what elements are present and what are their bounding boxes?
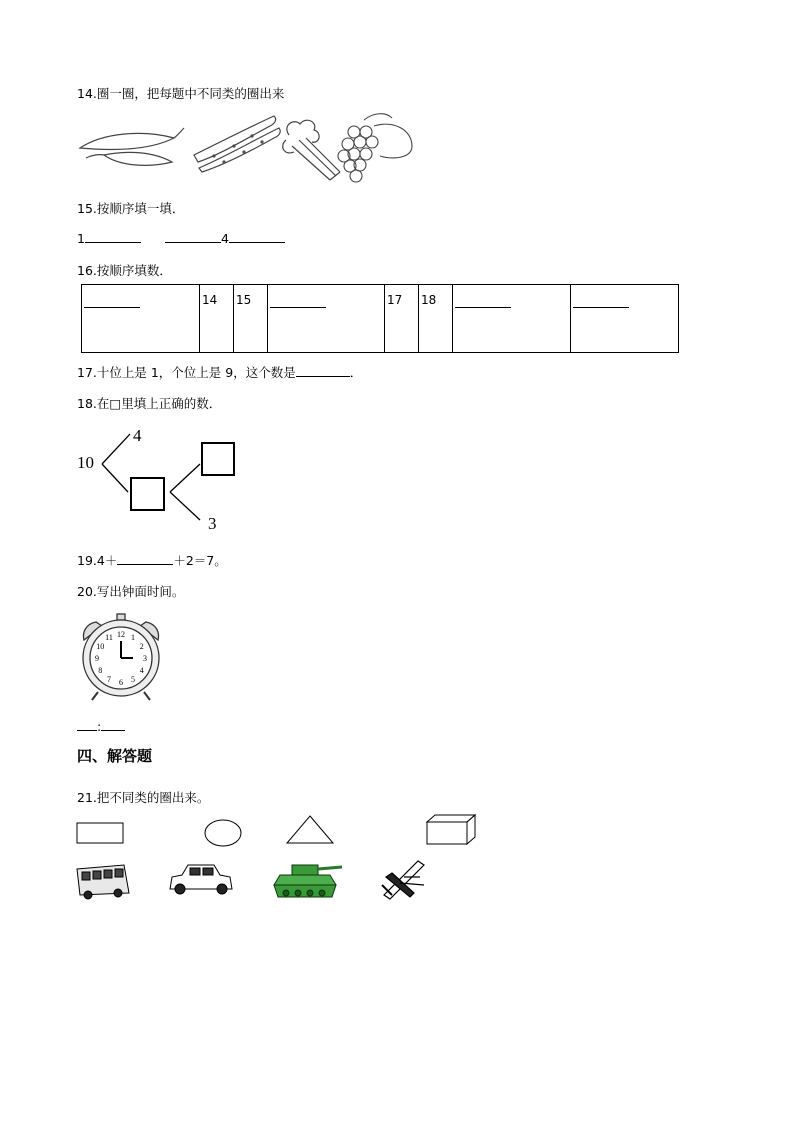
- bus-icon: [77, 865, 129, 899]
- alarm-clock-icon: [76, 610, 168, 702]
- sequence-table: [81, 284, 679, 353]
- question-18: 18.在□里填上正确的数．: [77, 396, 222, 411]
- q15-number-4: 4: [220, 231, 229, 246]
- time-answer: [77, 718, 125, 734]
- grapes-icon: [338, 114, 412, 182]
- clock-number: 6: [119, 678, 123, 687]
- time-colon: :: [97, 719, 102, 734]
- minute-blank[interactable]: [101, 718, 125, 731]
- airplane-icon: [382, 861, 424, 899]
- vegetables-image: [74, 110, 419, 186]
- hour-blank[interactable]: [77, 718, 97, 731]
- car-icon: [170, 865, 232, 894]
- rectangle-icon: [77, 823, 123, 843]
- answer-box-2: [202, 443, 234, 475]
- question-17: [77, 363, 362, 381]
- seq-cell-blank[interactable]: [82, 285, 200, 353]
- q17-text: 17.十位上是 1，个位上是 9，这个数是: [77, 365, 296, 380]
- vehicles-row: [74, 855, 434, 911]
- table-row: [82, 285, 679, 353]
- question-15: 15.按顺序填一填．: [77, 201, 185, 216]
- seq-cell-blank[interactable]: [268, 285, 385, 353]
- tank-icon: [274, 865, 342, 897]
- triangle-icon: [287, 816, 333, 843]
- q15-sequence: [77, 230, 285, 246]
- seq-cell: 14: [200, 285, 234, 353]
- pepper-icon: [80, 128, 184, 165]
- clock-number: 7: [107, 674, 111, 684]
- clock-number: 12: [117, 630, 125, 639]
- decompose-bottom: 3: [208, 514, 217, 533]
- seq-cell-blank[interactable]: [571, 285, 679, 353]
- seq-cell: 18: [419, 285, 453, 353]
- decomposition-diagram: [96, 428, 246, 528]
- clock-number: 3: [143, 654, 147, 663]
- cuboid-icon: [427, 815, 475, 844]
- question-21: 21.把不同类的圈出来。: [77, 790, 210, 805]
- q17-blank[interactable]: [296, 364, 350, 377]
- celery-icon: [283, 120, 340, 180]
- question-20: 20.写出钟面时间。: [77, 584, 185, 599]
- seq-cell-blank[interactable]: [453, 285, 571, 353]
- seq-cell: 15: [234, 285, 268, 353]
- decompose-top: 4: [133, 426, 142, 445]
- cucumber-icon: [194, 116, 280, 172]
- shapes-row: [76, 812, 478, 850]
- answer-box-1: [131, 478, 164, 510]
- clock-number: 5: [131, 674, 135, 684]
- decompose-total: 10: [77, 453, 94, 472]
- clock-number: 4: [139, 666, 144, 675]
- seq-cell: 17: [385, 285, 419, 353]
- q19-suffix: ＋2＝7。: [173, 553, 227, 568]
- q19-blank[interactable]: [117, 552, 173, 565]
- question-16: 16.按顺序填数．: [77, 263, 172, 278]
- q15-blank-1[interactable]: [85, 230, 141, 243]
- section-heading: 四、解答题: [77, 747, 153, 765]
- question-14: 14.圈一圈，把每题中不同类的圈出来: [77, 86, 285, 101]
- q15-blank-2[interactable]: [165, 230, 221, 243]
- clock-number: 1: [131, 633, 135, 643]
- clock-number: 2: [139, 642, 144, 651]
- oval-icon: [205, 820, 241, 846]
- q15-blank-3[interactable]: [229, 230, 285, 243]
- q17-suffix: ．: [349, 365, 363, 380]
- question-19: [77, 551, 227, 569]
- clock-number: 8: [98, 666, 103, 675]
- clock-number: 9: [95, 654, 99, 663]
- clock-number: 11: [105, 633, 113, 643]
- q15-number-1: 1: [77, 231, 85, 246]
- clock-number: 10: [96, 642, 105, 651]
- q19-prefix: 19.4＋: [77, 553, 118, 568]
